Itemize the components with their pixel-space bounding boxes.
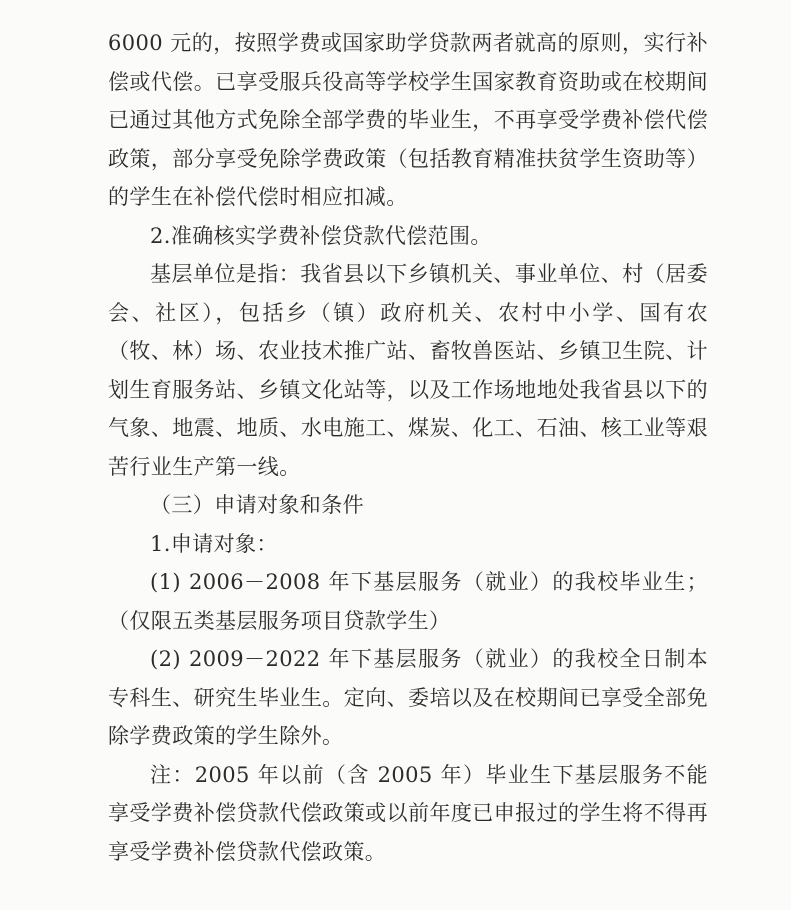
paragraph-applicant-2009-2022: (2) 2009－2022 年下基层服务（就业）的我校全日制本专科生、研究生毕业生。定向、委培以及在校期间已享受全部免除学费政策的学生除外。 [108,647,708,748]
paragraph-compensation-standard: 6000 元的，按照学费或国家助学贷款两者就高的原则，实行补偿或代偿。已享受服兵役高等学校学生国家教育资助或在校期间已通过其他方式免除全部学费的毕业生，不再享受学费补偿代偿政策，部分享受免除学费政策（包括教育精准扶贫学生资助等）的学生在补偿代偿时相应扣减。 [108,31,708,209]
subheading-applicants: 1.申请对象： [150,531,278,556]
paragraph-scope-heading: 2.准确核实学费补偿贷款代偿范围。 [150,223,492,248]
document-body [108,0,708,871]
paragraph-grassroots-definition: 基层单位是指：我省县以下乡镇机关、事业单位、村（居委会、社区），包括乡（镇）政府机关、农村中小学、国有农（牧、林）场、农业技术推广站、畜牧兽医站、乡镇卫生院、计划生育服务站、乡镇文化站等，以及工作场地地处我省县以下的气象、地震、地质、水电施工、煤炭、化工、石油、核工业等艰苦行业生产第一线。 [108,262,708,479]
paragraph-applicant-2006-2008: (1) 2006－2008 年下基层服务（就业）的我校毕业生；（仅限五类基层服务项目贷款学生） [108,570,708,633]
paragraph-note: 注：2005 年以前（含 2005 年）毕业生下基层服务不能享受学费补偿贷款代偿政策或以前年度已申报过的学生将不得再享受学费补偿贷款代偿政策。 [108,762,708,864]
section-heading-applicants: （三）申请对象和条件 [150,493,364,517]
